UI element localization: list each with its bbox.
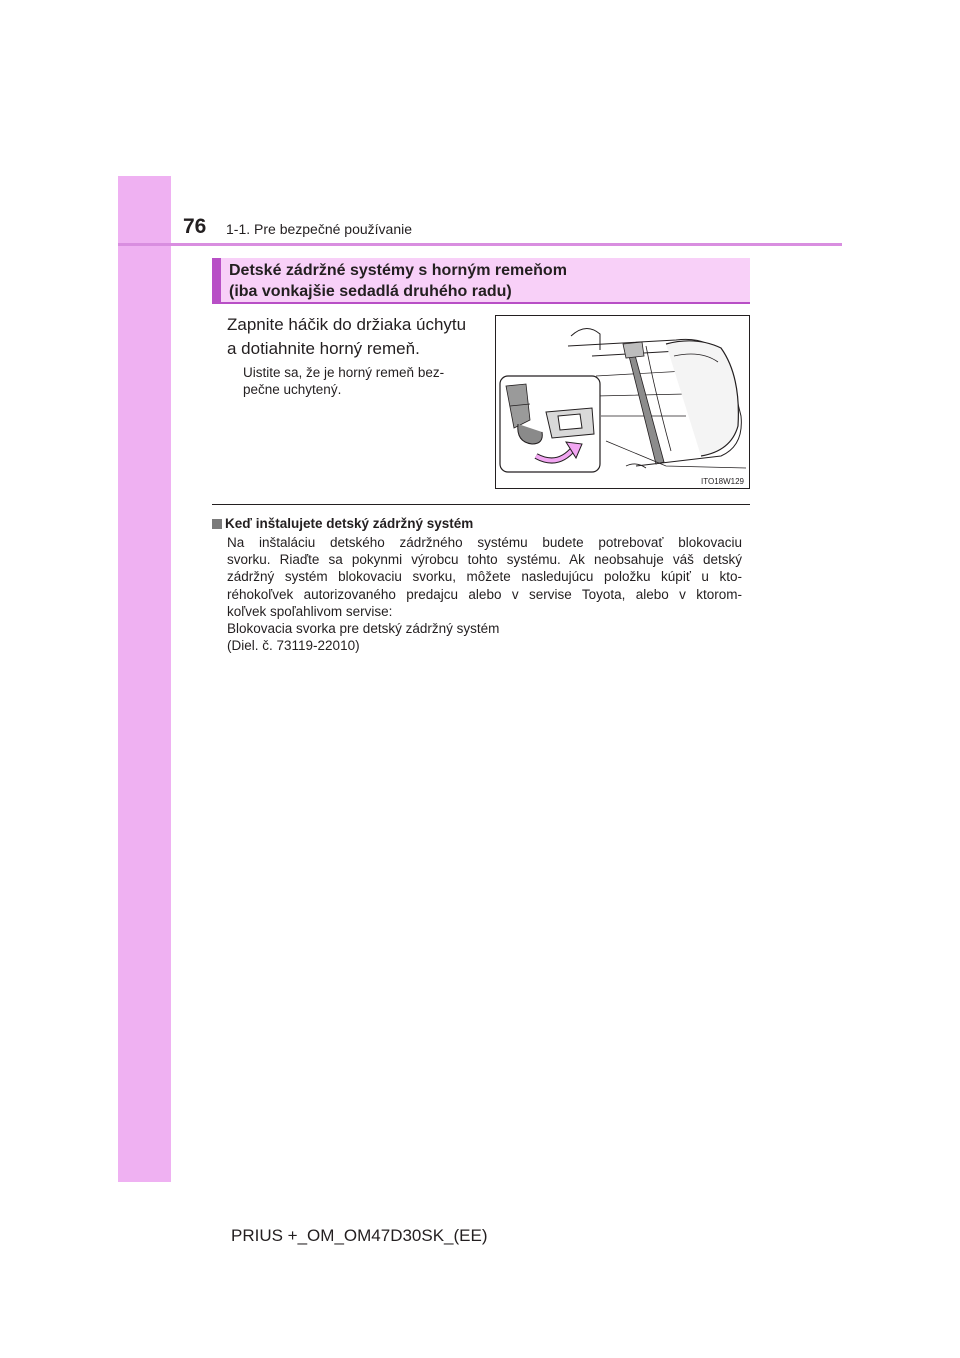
footer-doc-code: PRIUS +_OM_OM47D30SK_(EE) xyxy=(231,1226,488,1245)
step-instruction-line: a dotiahnite horný remeň. xyxy=(227,339,420,358)
note-body-line: zádržný systém blokovaciu svorku, môžete nasledujúcu položku kúpiť u kto- xyxy=(227,569,742,585)
chapter-side-tab xyxy=(118,176,171,1182)
step-note xyxy=(243,364,477,398)
note-body-line: Na inštaláciu detského zádržného systému budete potrebovať blokovaciu xyxy=(227,535,742,550)
step-note-line: Uistite sa, že je horný remeň bez- xyxy=(243,365,445,380)
heading-line-1: Detské zádržné systémy s horným remeňom xyxy=(229,262,567,279)
child-seat-top-tether-illustration xyxy=(495,315,750,489)
note-body-line: koľvek spoľahlivom servise: xyxy=(227,603,393,619)
heading-line-2: (iba vonkajšie sedadlá druhého radu) xyxy=(229,283,512,300)
note-body-line: (Diel. č. 73119-22010) xyxy=(227,638,360,654)
note-body-line: réhokoľvek autorizovaného predajcu alebo v servise Toyota, alebo v ktorom- xyxy=(227,586,742,602)
note-body-line: svorku. Riaďte sa pokynmi výrobcu tohto systému. Ak neobsahuje váš detský xyxy=(227,552,742,568)
section-heading-box xyxy=(212,258,750,304)
note-body-line: Blokovacia svorka pre detský zádržný systém xyxy=(227,621,500,637)
page-number: 76 xyxy=(183,215,207,238)
square-bullet-icon xyxy=(212,519,222,529)
note-body xyxy=(227,534,742,654)
section-divider xyxy=(212,504,750,505)
figure-code: ITO18W129 xyxy=(701,477,744,486)
step-instruction xyxy=(227,313,497,361)
section-title: 1-1. Pre bezpečné používanie xyxy=(226,221,413,237)
step-note-line: pečne uchytený. xyxy=(243,382,342,397)
note-title-text: Keď inštalujete detský zádržný systém xyxy=(225,516,474,531)
step-instruction-line: Zapnite háčik do držiaka úchytu xyxy=(227,315,467,334)
note-title xyxy=(212,515,473,532)
tether-illustration-drawing xyxy=(496,316,750,489)
header-rule xyxy=(118,243,842,246)
